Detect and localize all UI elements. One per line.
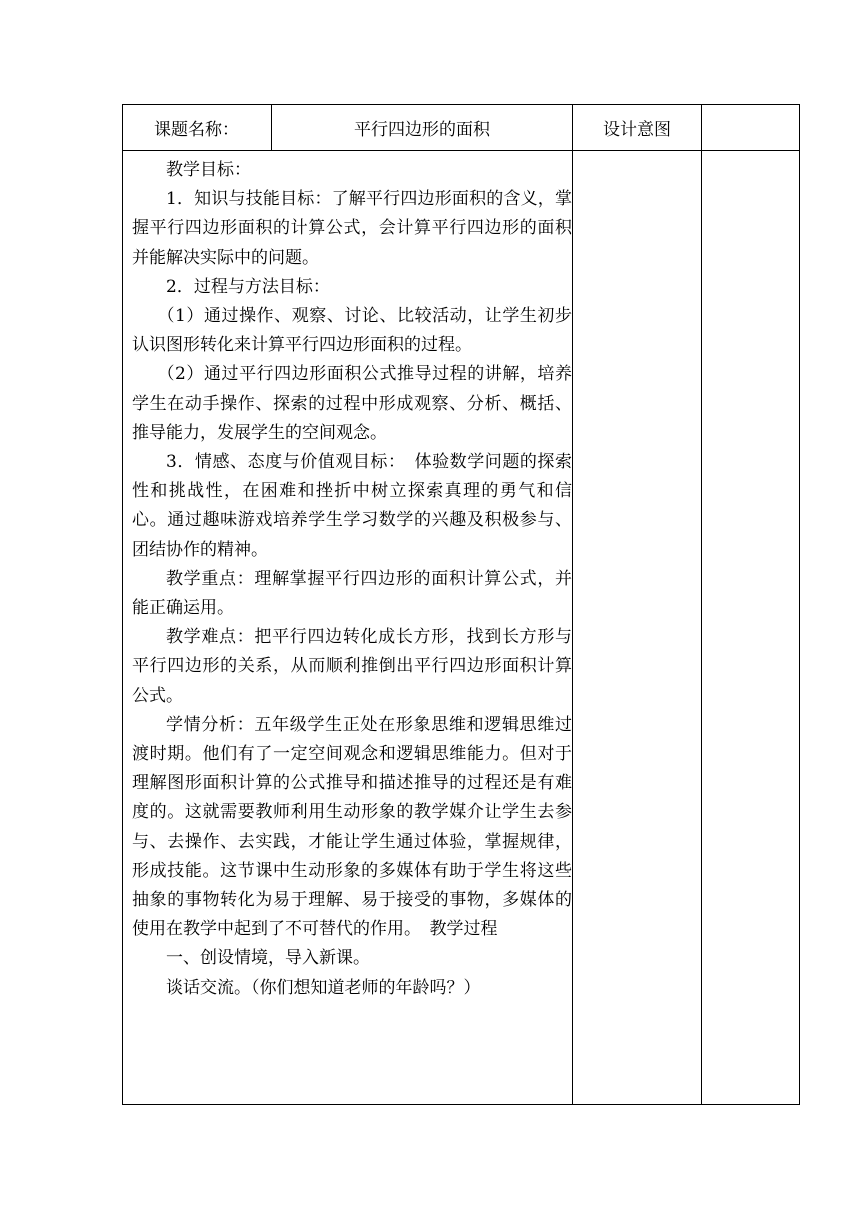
teaching-key-point: 教学重点：理解掌握平行四边形的面积计算公式，并能正确运用。	[132, 568, 572, 619]
teaching-difficulty: 教学难点：把平行四边转化成长方形，找到长方形与平行四边形的关系，从而顺利推倒出平行四边形面积计算公式。	[132, 627, 572, 706]
student-analysis: 学情分析：五年级学生正处在形象思维和逻辑思维过渡时期。他们有了一定空间观念和逻辑思维能力。但对于理解图形面积计算的公式推导和描述推导的过程还是有难度的。这就需要教师利用生动形象的教学媒介让学生去参与、去操作、去实践，才能让学生通过体验，掌握规律，形成技能。这节课中生动形象的多媒体有助于学生将这些抽象的事物转化为易于理解、易于接受的事物，多媒体的使用在教学中起到了不可替代的作用。 教学过程	[132, 714, 572, 940]
lesson-title: 平行四边形的面积	[354, 120, 490, 140]
lesson-plan-table	[122, 104, 800, 1105]
goal-knowledge-skills: 1．知识与技能目标：了解平行四边形面积的含义，掌握平行四边形面积的计算公式，会计算平行四边形的面积并能解决实际中的问题。	[132, 189, 572, 268]
goal-process-item-1: （1）通过操作、观察、讨论、比较活动，让学生初步认识图形转化来计算平行四边形面积的过程。	[132, 306, 572, 356]
design-intent-header: 设计意图	[603, 120, 671, 140]
lesson-content	[132, 156, 572, 1003]
table-border-right	[799, 104, 800, 1105]
intent-column-divider	[701, 104, 702, 1105]
goal-emotion-attitude: 3．情感、态度与价值观目标： 体验数学问题的探索性和挑战性，在困难和挫折中树立探索真理的勇气和信心。通过趣味游戏培养学生学习数学的兴趣及积极参与、团结协作的精神。	[132, 452, 572, 560]
goal-process-method-heading: 2．过程与方法目标：	[166, 276, 330, 297]
table-border-left	[122, 104, 123, 1105]
teaching-goals-heading: 教学目标：	[166, 160, 251, 180]
extra-header-cell	[702, 104, 799, 151]
process-step-1: 一、创设情境，导入新课。	[166, 948, 370, 969]
goal-process-item-2: （2）通过平行四边形面积公式推导过程的讲解，培养学生在动手操作、探索的过程中形成观察、分析、概括、推导能力，发展学生的空间观念。	[132, 364, 572, 443]
content-column-divider	[572, 104, 573, 1105]
process-conversation: 谈话交流。（你们想知道老师的年龄吗？）	[166, 977, 481, 998]
lesson-title-label: 课题名称：	[154, 120, 239, 140]
table-border-bottom	[122, 1104, 800, 1105]
